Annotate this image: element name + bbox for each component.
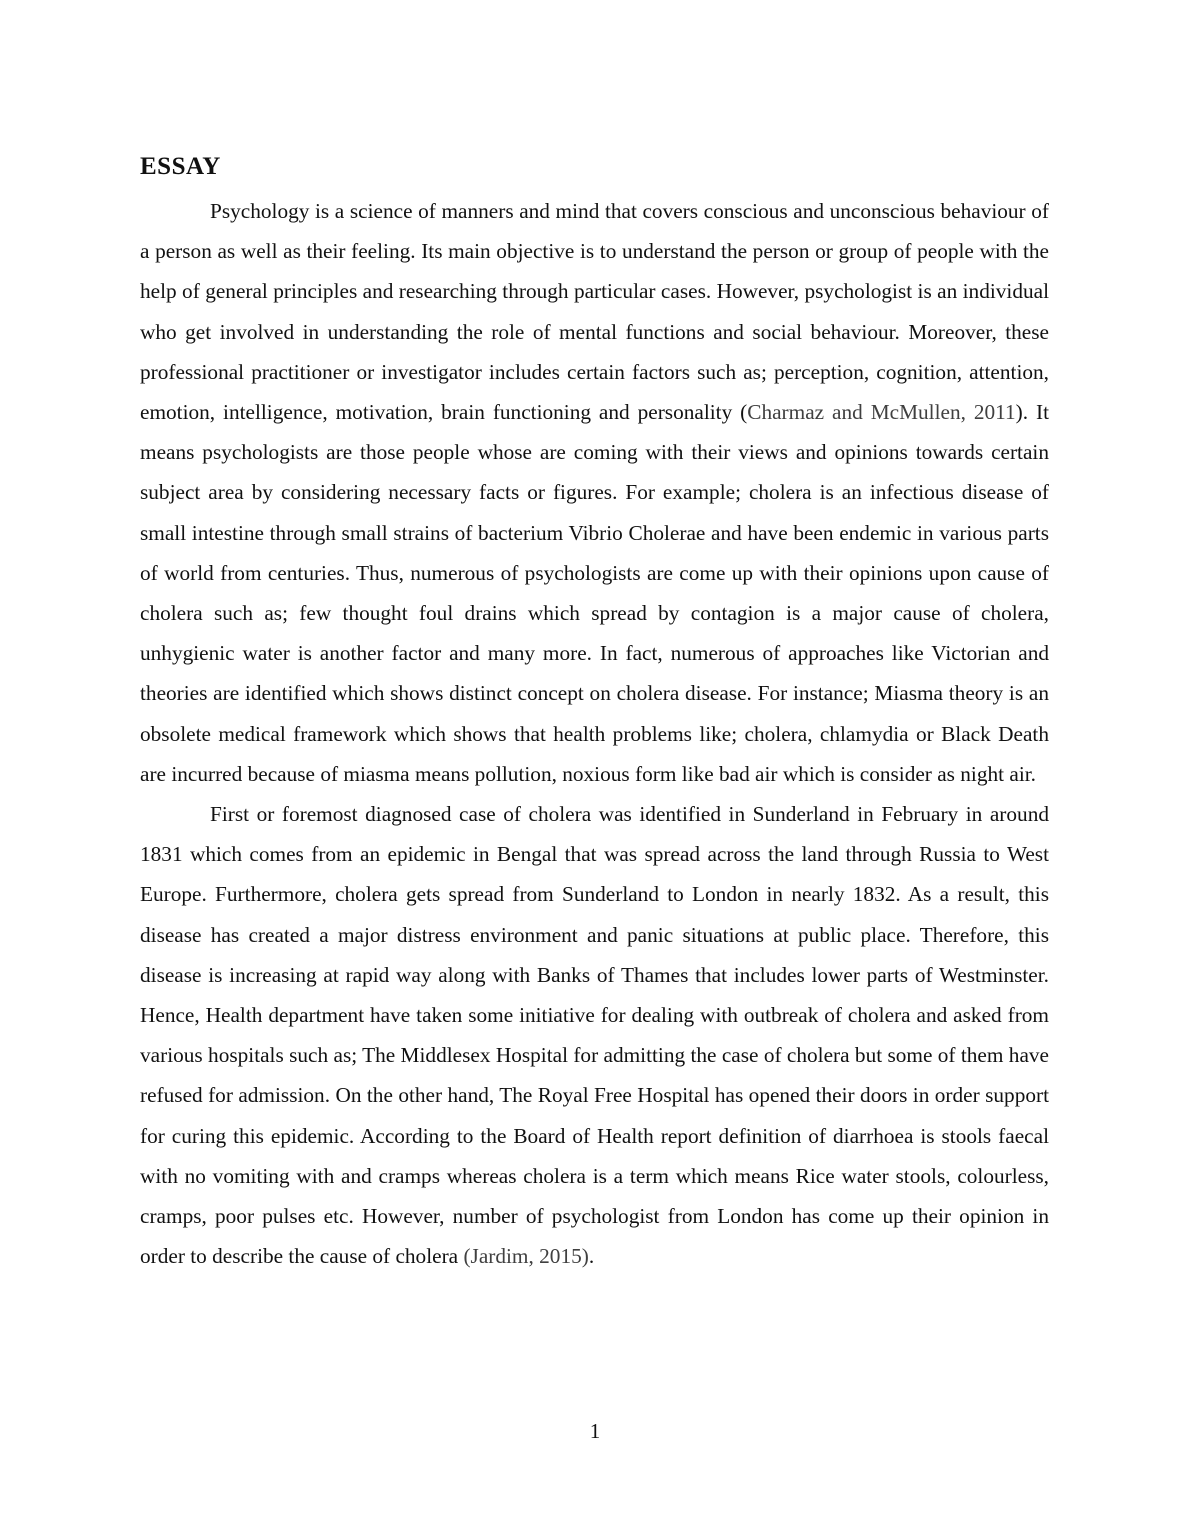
paragraph-text: .: [588, 1244, 595, 1269]
citation: Charmaz and McMullen, 2011: [747, 400, 1016, 425]
page-number: 1: [589, 1419, 601, 1443]
paragraph-text: ). It means psychologists are those people whose are coming with their views and opinions towards certain subject area by considering necessary facts or figures. For example; cholera is an infectious disease of small intestine through small strains of bacterium Vibrio Cholerae and have been endemic in various parts of world from centuries. Thus, numerous of psychologists are come up with their opinions upon cause of cholera such as; few thought foul drains which spread by contagion is a major cause of cholera, unhygienic water is another factor and many more. In fact, numerous of approaches like Victorian and theories are identified which shows distinct concept on cholera disease. For instance; Miasma theory is an obsolete medical framework which shows that health problems like; cholera, chlamydia or Black Death are incurred because of miasma means pollution, noxious form like bad air which is consider as night air.: [140, 400, 1049, 786]
paragraph-1: [140, 191, 1049, 794]
paragraph-2: [140, 794, 1049, 1276]
paragraph-text: First or foremost diagnosed case of cholera was identified in Sunderland in February in around 1831 which comes from an epidemic in Bengal that was spread across the land through Russia to West Europe. Furthermore, cholera gets spread from Sunderland to London in nearly 1832. As a result, this disease has created a major distress environment and panic situations at public place. Therefore, this disease is increasing at rapid way along with Banks of Thames that includes lower parts of Westminster. Hence, Health department have taken some initiative for dealing with outbreak of cholera and asked from various hospitals such as; The Middlesex Hospital for admitting the case of cholera but some of them have refused for admission. On the other hand, The Royal Free Hospital has opened their doors in order support for curing this epidemic. According to the Board of Health report definition of diarrhoea is stools faecal with no vomiting with and cramps whereas cholera is a term which means Rice water stools, colourless, cramps, poor pulses etc. However, number of psychologist from London has come up their opinion in order to describe the cause of cholera: [140, 802, 1049, 1269]
essay-heading: ESSAY: [140, 153, 221, 180]
paragraph-text: Psychology is a science of manners and mind that covers conscious and unconscious behaviour of a person as well as their feeling. Its main objective is to understand the person or group of people with the help of general principles and researching through particular cases. However, psychologist is an individual who get involved in understanding the role of mental functions and social behaviour. Moreover, these professional practitioner or investigator includes certain factors such as; perception, cognition, attention, emotion, intelligence, motivation, brain functioning and personality (: [140, 199, 1049, 425]
essay-body: [140, 191, 1049, 1276]
citation: (Jardim, 2015): [463, 1244, 589, 1269]
